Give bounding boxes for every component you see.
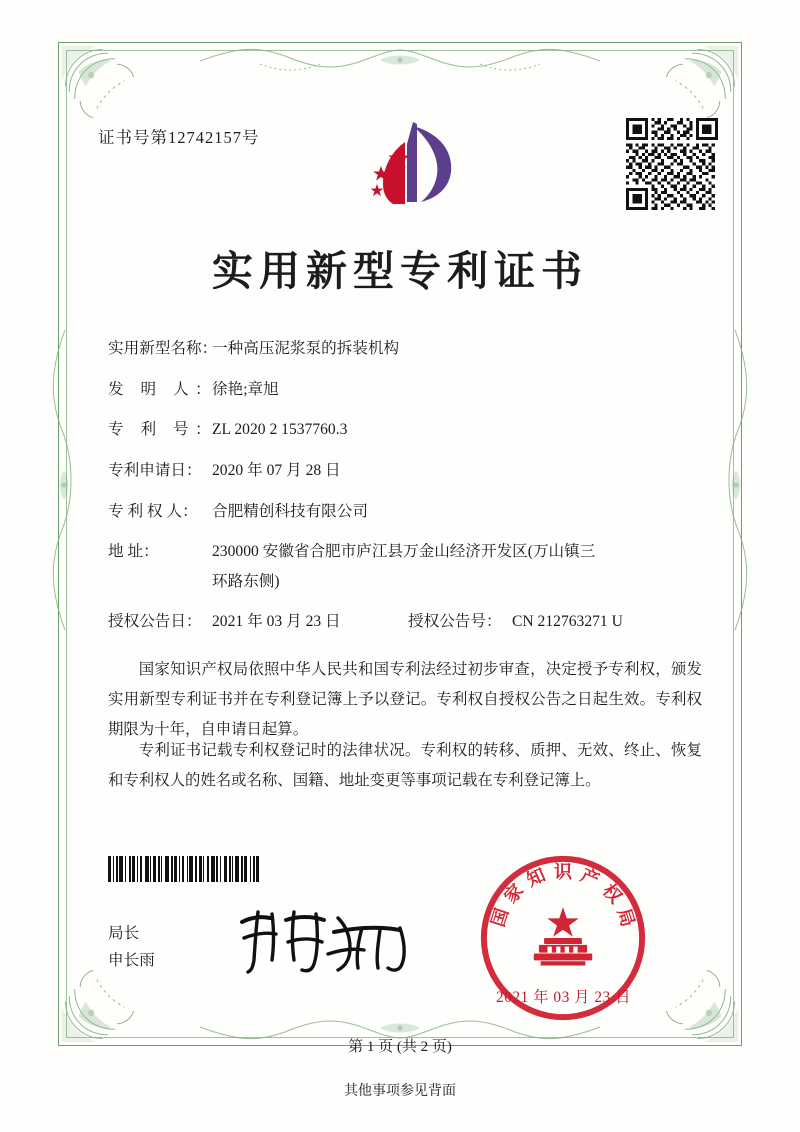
corner-ornament-bottom-right <box>648 952 740 1044</box>
field-list <box>108 334 708 648</box>
field-label-patent-number: 专 利 号： <box>108 421 218 439</box>
field-label-inventor: 发 明 人： <box>108 380 218 398</box>
announcement-number-group <box>408 607 623 637</box>
signature-name: 申长雨 <box>108 952 155 970</box>
announcement-date-group <box>108 607 408 637</box>
signature-block <box>108 920 155 975</box>
field-row-patentee <box>108 497 708 527</box>
svg-text:知: 知 <box>523 864 549 891</box>
svg-text:局: 局 <box>613 905 639 930</box>
field-row-patent-number <box>108 415 708 445</box>
seal-date: 2021 年 03 月 23 日 <box>496 989 631 1006</box>
handwritten-signature <box>228 898 428 978</box>
field-value-address-line2: 环路东侧) <box>212 572 280 590</box>
legal-paragraph-1: 国家知识产权局依照中华人民共和国专利法经过初步审查，决定授予专利权，颁发实用新型专利证书并在专利登记簿上予以登记。专利权自授权公告之日起生效。专利权期限为十年，自申请日起算。 <box>108 661 702 739</box>
certificate-number: 证书号第12742157号 <box>98 128 260 147</box>
page-title: 实用新型专利证书 <box>212 248 588 294</box>
field-label-announcement-date: 授权公告日： <box>108 613 202 631</box>
field-row-inventor <box>108 375 708 405</box>
field-label-utility-model-name: 实用新型名称： <box>108 340 218 357</box>
corner-ornament-top-left <box>60 44 152 136</box>
field-row-application-date <box>108 456 708 486</box>
field-value-patentee: 合肥精创科技有限公司 <box>212 502 368 520</box>
field-label-announcement-number: 授权公告号： <box>408 613 502 631</box>
field-value-address <box>212 537 708 596</box>
field-value-address-line1: 230000 安徽省合肥市庐江县万金山经济开发区(万山镇三 <box>212 543 596 561</box>
field-label-application-date: 专利申请日： <box>108 461 202 479</box>
field-value-utility-model-name: 一种高压泥浆泵的拆装机构 <box>212 340 400 357</box>
svg-text:识: 识 <box>553 861 573 882</box>
footnote: 其他事项参见背面 <box>344 1084 456 1099</box>
field-value-application-date: 2020 年 07 月 28 日 <box>212 461 341 479</box>
barcode <box>108 856 306 882</box>
qr-code-icon <box>626 118 718 210</box>
svg-text:权: 权 <box>598 880 626 908</box>
svg-text:家: 家 <box>500 880 528 908</box>
legal-paragraph-2: 专利证书记载专利权登记时的法律状况。专利权的转移、质押、无效、终止、恢复和专利权人的姓名或名称、国籍、地址变更等事项记载在专利登记簿上。 <box>108 742 702 790</box>
field-value-announcement-date: 2021 年 03 月 23 日 <box>212 613 341 631</box>
field-label-patentee: 专 利 权 人： <box>108 502 198 520</box>
field-value-patent-number: ZL 2020 2 1537760.3 <box>212 421 348 439</box>
edge-ornament-left <box>48 330 82 630</box>
edge-ornament-right <box>718 330 752 630</box>
svg-text:产: 产 <box>577 864 603 891</box>
field-row-utility-model-name <box>108 334 708 364</box>
cnipa-logo-icon <box>355 118 465 218</box>
signature-role: 局长 <box>108 925 140 942</box>
field-value-inventor: 徐艳;章旭 <box>212 380 279 398</box>
field-row-address <box>108 537 708 596</box>
edge-ornament-top <box>180 44 620 78</box>
svg-text:国: 国 <box>487 905 513 930</box>
field-label-address: 地 址： <box>108 543 159 561</box>
page-number: 第 1 页 (共 2 页) <box>348 1039 452 1055</box>
field-value-announcement-number: CN 212763271 U <box>512 613 623 631</box>
field-row-announcement <box>108 607 708 637</box>
